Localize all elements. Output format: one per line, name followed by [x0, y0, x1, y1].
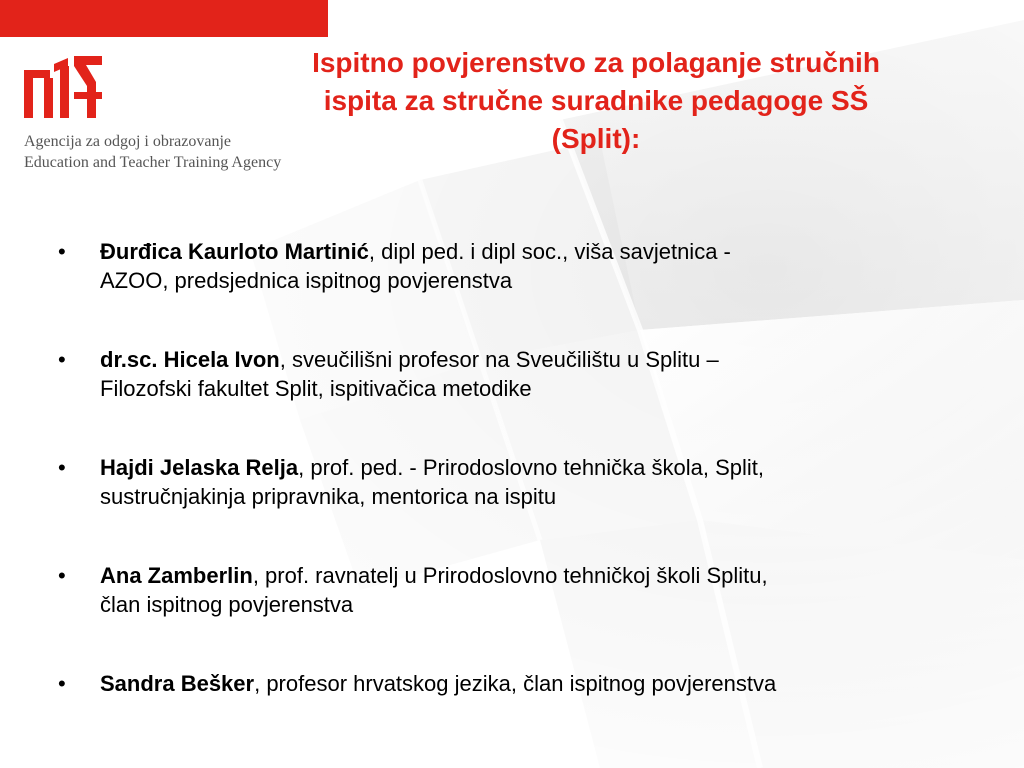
bullet-icon: •	[58, 671, 66, 696]
member-details-continued: član ispitnog povjerenstva	[100, 592, 354, 617]
bullet-icon: •	[58, 239, 66, 264]
list-item	[58, 669, 998, 698]
committee-member-list	[58, 237, 998, 748]
member-details: , prof. ped. - Prirodoslovno tehnička škola, Split,	[298, 455, 765, 480]
member-name: Đurđica Kaurloto Martinić	[100, 239, 369, 264]
member-details-continued: Filozofski fakultet Split, ispitivačica metodike	[100, 376, 532, 401]
member-name: Sandra Bešker	[100, 671, 255, 696]
member-details: , sveučilišni profesor na Sveučilištu u Splitu –	[279, 347, 719, 372]
top-accent-bar	[0, 0, 328, 37]
member-name: Ana Zamberlin	[100, 563, 253, 588]
member-name: Hajdi Jelaska Relja	[100, 455, 299, 480]
bullet-icon: •	[58, 563, 66, 588]
bullet-icon: •	[58, 347, 66, 372]
agency-name-english: Education and Teacher Training Agency	[24, 154, 282, 171]
agency-logo	[24, 56, 104, 118]
member-name: dr.sc. Hicela Ivon	[100, 347, 280, 372]
list-item	[58, 237, 998, 295]
list-item	[58, 345, 998, 403]
title-line: Ispitno povjerenstvo za polaganje stručnih	[312, 47, 880, 78]
bullet-icon: •	[58, 455, 66, 480]
member-details: , dipl ped. i dipl soc., viša savjetnica -	[368, 239, 731, 264]
agency-name-croatian: Agencija za odgoj i obrazovanje	[24, 133, 232, 150]
member-details: , prof. ravnatelj u Prirodoslovno tehničkoj školi Splitu,	[252, 563, 768, 588]
slide-title	[232, 44, 960, 158]
title-line: (Split):	[551, 123, 641, 154]
member-details-continued: sustručnjakinja pripravnika, mentorica na ispitu	[100, 484, 557, 509]
title-line: ispita za stručne suradnike pedagoge SŠ	[323, 85, 869, 116]
member-details-continued: AZOO, predsjednica ispitnog povjerenstva	[100, 268, 513, 293]
list-item	[58, 453, 998, 511]
member-details: , profesor hrvatskog jezika, član ispitnog povjerenstva	[254, 671, 777, 696]
list-item	[58, 561, 998, 619]
